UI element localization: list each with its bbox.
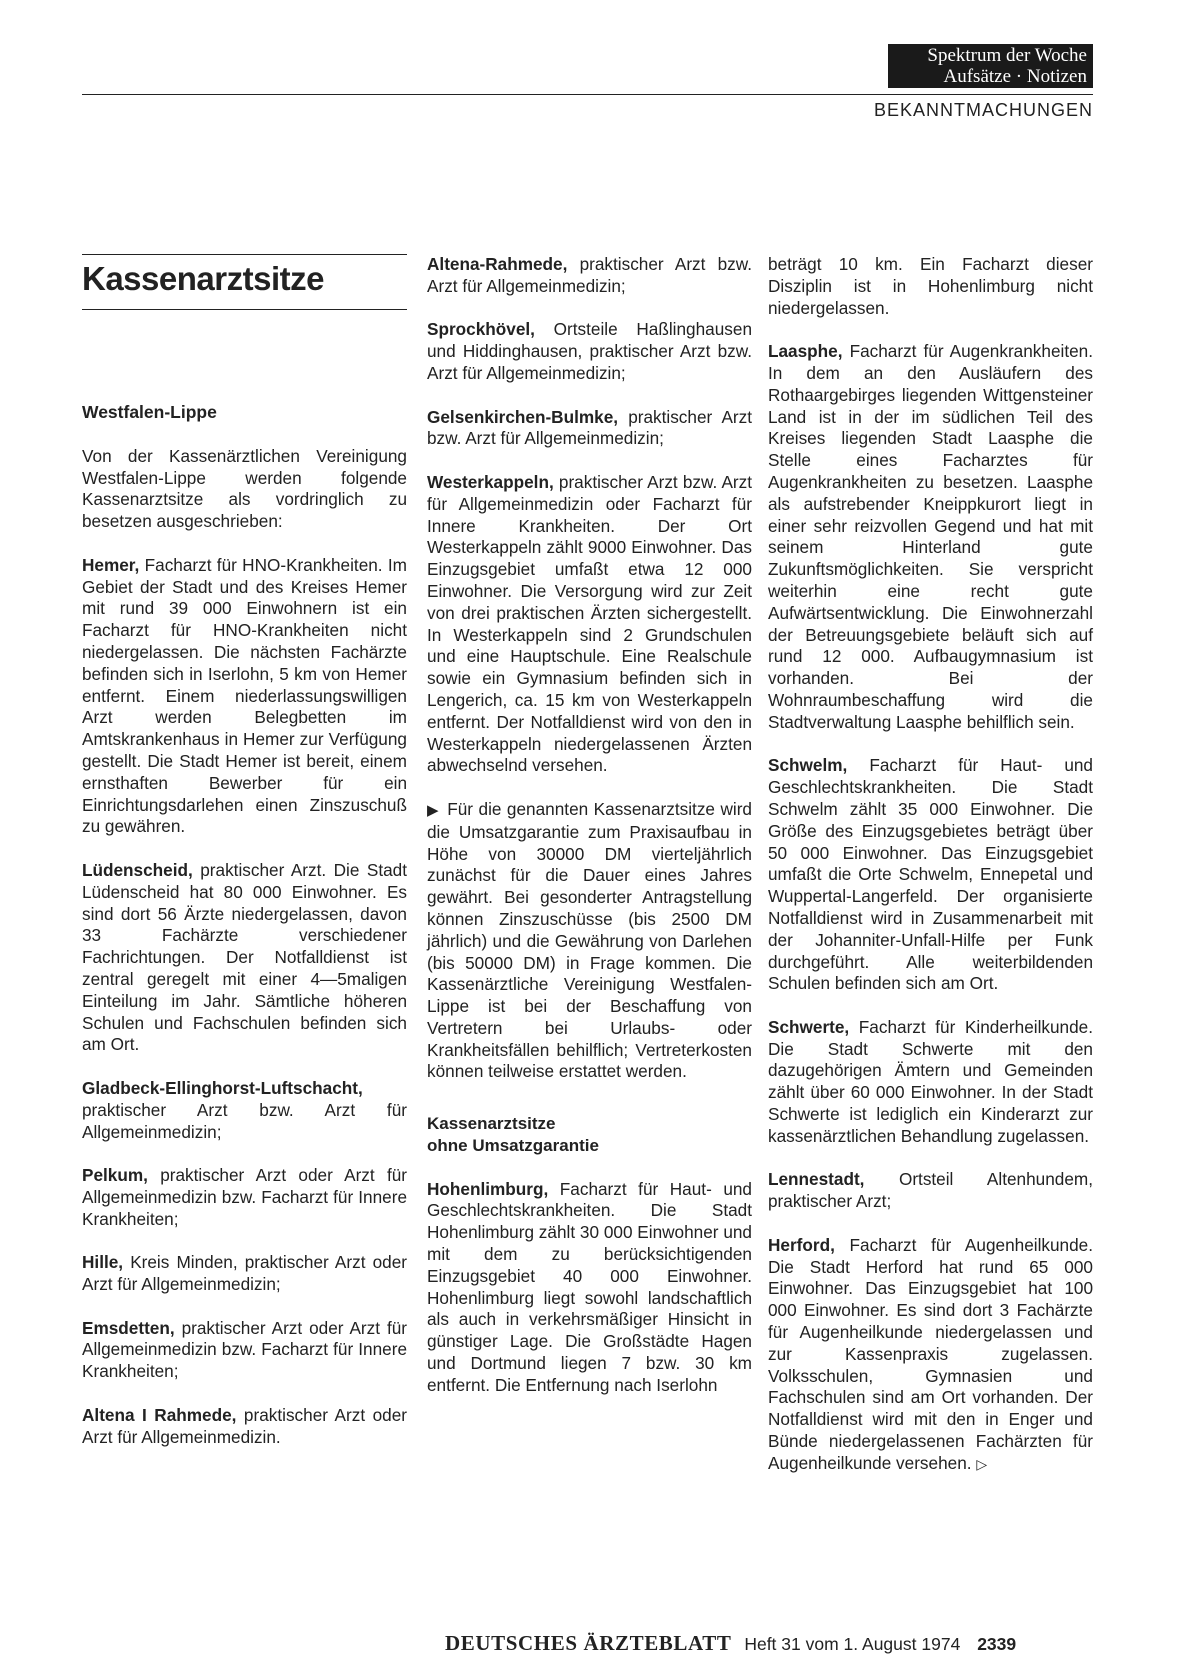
entry-schwerte: Schwerte, Facharzt für Kinderheilkunde. Die Stadt Schwerte mit den dazugehörigen Ämtern und Gemeinden zählt über 60 000 Einwohner. In der Stadt Schwerte ist lediglich ein Kinderarzt zur kassenärztlichen Behandlung zugelassen. (768, 1016, 1093, 1146)
entry-hohenlimburg: Hohenlimburg, Facharzt für Haut- und Geschlechtskrankheiten. Die Stadt Hohenlimburg zählt 30 000 Einwohner und mit dem zu berücksichtigenden Einzugsgebiet 40 000 Einwohner. Hohenlimburg liegt sowohl landschaftlich als auch in verkehrsmäßiger Hinsicht in günstiger Lage. Die Großstädte Hagen und Dortmund liegen 7 bzw. 30 km entfernt. Die Entfernung nach Iserlohn (427, 1178, 752, 1395)
section-box (888, 44, 1093, 88)
subheading-ohne-umsatzgarantie: Kassenarztsitze ohne Umsatzgarantie (427, 1114, 599, 1156)
column-3 (768, 254, 1093, 1497)
entry-pelkum: Pelkum, praktischer Arzt oder Arzt für Allgemeinmedizin bzw. Facharzt für Innere Krankheiten; (82, 1165, 407, 1229)
header-rule (82, 94, 1093, 95)
continue-triangle-icon: ▷ (976, 1455, 988, 1472)
hohenlimburg-continued: beträgt 10 km. Ein Facharzt dieser Disziplin ist in Hohenlimburg nicht niedergelassen. (768, 254, 1093, 318)
page-number: 2339 (977, 1634, 1017, 1654)
entry-emsdetten: Emsdetten, praktischer Arzt oder Arzt für Allgemeinmedizin bzw. Facharzt für Innere Krankheiten; (82, 1317, 407, 1382)
section-box-line1: Spektrum der Woche (927, 45, 1087, 66)
page-footer (445, 1631, 1016, 1656)
entry-hemer: Hemer, Facharzt für HNO-Krankheiten. Im Gebiet der Stadt und des Kreises Hemer mit rund 39 000 Einwohnern ist ein Facharzt für HNO-Krankheiten nicht niedergelassen. Die nächsten Fachärzte befinden sich in Iserlohn, 5 km von Hemer entfernt. Einem niederlassungswilligen Arzt werden Belegbetten im Amtskrankenhaus in Hemer zur Verfügung gestellt. Die Stadt Hemer ist bereit, einem ernsthaften Bewerber für ein Einrichtungsdarlehen einen Zinszuschuß zu gewähren. (82, 554, 407, 837)
entry-schwelm: Schwelm, Facharzt für Haut- und Geschlechtskrankheiten. Die Stadt Schwelm zählt 35 000 Einwohner. Die Größe des Einzugsgebietes beträgt über 50 000 Einwohner. Das Einzugsgebiet umfaßt die Orte Schwelm, Ennepetal und Wuppertal-Langerfeld. Der organisierte Notfalldienst wird in Zusammenarbeit mit der Johanniter-Unfall-Hilfe per Funk durchgeführt. Alle weiterbildenden Schulen befinden sich am Ort. (768, 755, 1093, 994)
section-box-line2: Aufsätze · Notizen (943, 66, 1087, 87)
region-heading: Westfalen-Lippe (82, 402, 217, 422)
entry-luedenscheid: Lüdenscheid, praktischer Arzt. Die Stadt Lüdenscheid hat 80 000 Einwohner. Es sind dort 56 Ärzte niedergelassen, davon 33 Fachärzte verschiedener Fachrichtungen. Der Notfalldienst ist zentral geregelt mit einer 4—5maligen Einteilung im Jahr. Sämtliche höheren Schulen und Fachschulen befinden sich am Ort. (82, 859, 407, 1055)
umsatzgarantie-note: ▶ Für die genannten Kassenarztsitze wird die Umsatzgarantie zum Praxisaufbau in Höhe von 30000 DM vierteljährlich zunächst für die Dauer eines Jahres gewährt. Bei gesonderter Antragstellung können Zinszuschüsse (bis 2500 DM jährlich) und die Gewährung von Darlehen (bis 50000 DM) in Frage kommen. Die Kassenärztliche Vereinigung Westfalen-Lippe ist bei der Beschaffung von Vertretern bei Urlaubs- oder Krankheitsfällen behilflich; Vertreterkosten können teilweise erstattet werden. (427, 798, 752, 1082)
entry-westerkappeln: Westerkappeln, praktischer Arzt bzw. Arzt für Allgemeinmedizin oder Facharzt für Innere Krankheiten. Der Ort Westerkappeln zählt 9000 Einwohner. Das Einzugsgebiet umfaßt etwa 12 000 Einwohner. Die Versorgung wird zur Zeit von drei praktischen Ärzten sichergestellt. In Westerkappeln sind 2 Grundschulen und eine Hauptschule. Eine Realschule sowie ein Gymnasium befinden sich in Lengerich, ca. 15 km von Westerkappeln entfernt. Der Notfalldienst wird von den in Westerkappeln niedergelassenen Ärzten abwechselnd versehen. (427, 471, 752, 776)
entry-sprockhoevel: Sprockhövel, Ortsteile Haßlinghausen und Hiddinghausen, praktischer Arzt bzw. Arzt für Allgemeinmedizin; (427, 319, 752, 383)
intro-paragraph: Von der Kassenärztlichen Vereinigung Westfalen-Lippe werden folgende Kassenarztsitze als vordringlich zu besetzen ausgeschrieben: (82, 445, 407, 532)
entry-altena-i-rahmede: Altena I Rahmede, praktischer Arzt oder Arzt für Allgemeinmedizin. (82, 1404, 407, 1447)
entry-herford: Herford, Facharzt für Augenheilkunde. Die Stadt Herford hat rund 65 000 Einwohner. Das Einzugsgebiet hat 100 000 Einwohner. Es sind dort 3 Fachärzte für Augenheilkunde niedergelassen und zur Kassenpraxis zugelassen. Volksschulen, Gymnasien und Fachschulen sind am Ort vorhanden. Der Notfalldienst wird mit den in Enger und Bünde niedergelassenen Fachärzten für Augenheilkunde versehen. ▷ (768, 1234, 1093, 1473)
arrow-right-icon: ▶ (427, 801, 440, 819)
entry-hille: Hille, Kreis Minden, praktischer Arzt oder Arzt für Allgemeinmedizin; (82, 1252, 407, 1295)
column-1 (82, 254, 407, 1470)
section-label: BEKANNTMACHUNGEN (873, 100, 1093, 120)
entry-lennestadt: Lennestadt, Ortsteil Altenhundem, praktischer Arzt; (768, 1169, 1093, 1212)
entry-gladbeck: Gladbeck-Ellinghorst-Luftschacht, praktischer Arzt bzw. Arzt für Allgemeinmedizin; (82, 1077, 407, 1142)
title-block (82, 254, 407, 310)
entry-laasphe: Laasphe, Facharzt für Augenkrankheiten. In dem an den Ausläufern des Rothaargebirges liegenden Wittgensteiner Land ist in der im südlichen Teil des Kreises liegenden Stadt Laasphe die Stelle eines Facharztes für Augenkrankheiten zu besetzen. Laasphe als aufstrebender Kneippkurort liegt in einer sehr reizvollen Gegend und hat mit seinem Hinterland gute Zukunftsmöglichkeiten. Sie verspricht weiterhin eine recht gute Aufwärtsentwicklung. Die Einwohnerzahl der Betreuungsgebiete beläuft sich auf rund 12 000. Aufbaugymnasium ist vorhanden. Bei der Wohnraumbeschaffung wird die Stadtverwaltung Laasphe behilflich sein. (768, 341, 1093, 732)
journal-name: DEUTSCHES ÄRZTEBLATT (445, 1631, 732, 1655)
entry-gelsenkirchen: Gelsenkirchen-Bulmke, praktischer Arzt bzw. Arzt für Allgemeinmedizin; (427, 406, 752, 449)
column-2 (427, 254, 752, 1418)
issue-info: Heft 31 vom 1. August 1974 (744, 1634, 961, 1654)
page-title: Kassenarztsitze (82, 260, 324, 297)
entry-altena-rahmede: Altena-Rahmede, praktischer Arzt bzw. Arzt für Allgemeinmedizin; (427, 254, 752, 296)
